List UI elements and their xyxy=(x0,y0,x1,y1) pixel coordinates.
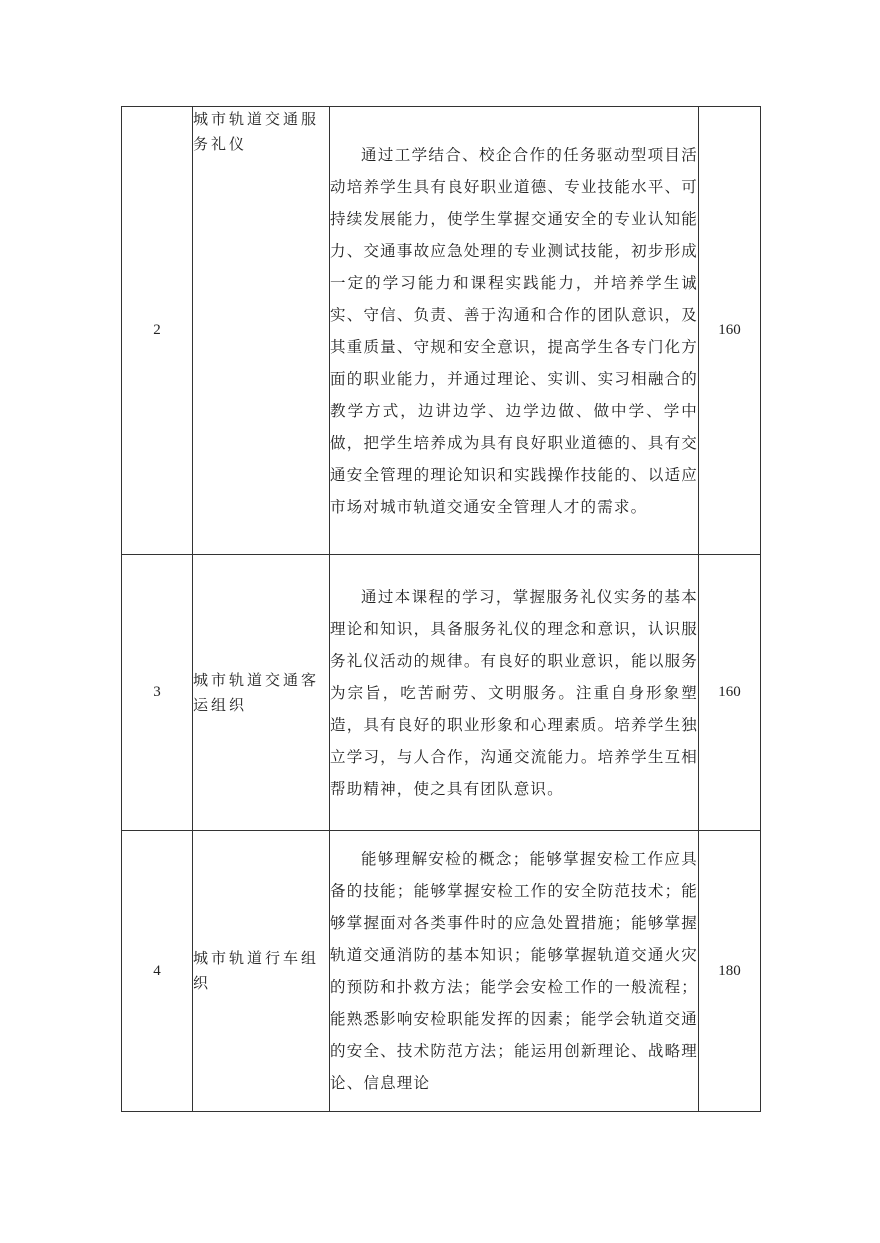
course-description xyxy=(330,555,699,831)
course-description-text: 通过本课程的学习，掌握服务礼仪实务的基本理论和知识，具备服务礼仪的理念和意识，认识服务礼仪活动的规律。有良好的职业意识，能以服务为宗旨，吃苦耐劳、文明服务。注重自身形象塑造，具有良好的职业形象和心理素质。培养学生独立学习，与人合作，沟通交流能力。培养学生互相帮助精神，使之具有团队意识。 xyxy=(330,587,698,798)
course-name: 城市轨道交通服务礼仪 xyxy=(193,107,330,555)
course-number: 4 xyxy=(122,831,193,1112)
course-name: 城市轨道行车组织 xyxy=(193,831,330,1112)
course-description-text: 通过工学结合、校企合作的任务驱动型项目活动培养学生具有良好职业道德、专业技能水平、可持续发展能力，使学生掌握交通安全的专业认知能力、交通事故应急处理的专业测试技能，初步形成一定的学习能力和课程实践能力，并培养学生诚实、守信、负责、善于沟通和合作的团队意识，及其重质量、守规和安全意识，提高学生各专门化方面的职业能力，并通过理论、实训、实习相融合的教学方式，边讲边学、边学边做、做中学、学中做，把学生培养成为具有良好职业道德的、具有交通安全管理的理论知识和实践操作技能的、以适应市场对城市轨道交通安全管理人才的需求。 xyxy=(330,145,698,516)
course-hours: 160 xyxy=(699,555,761,831)
table-row xyxy=(122,831,761,1112)
course-description-text: 能够理解安检的概念；能够掌握安检工作应具备的技能；能够掌握安检工作的安全防范技术；能够掌握面对各类事件时的应急处置措施；能够掌握轨道交通消防的基本知识；能够掌握轨道交通火灾的预防和扑救方法；能学会安检工作的一般流程；能熟悉影响安检职能发挥的因素；能学会轨道交通的安全、技术防范方法；能运用创新理论、战略理论、信息理论 xyxy=(330,850,698,1092)
table-row xyxy=(122,555,761,831)
course-description xyxy=(330,831,699,1112)
course-number: 3 xyxy=(122,555,193,831)
course-hours: 180 xyxy=(699,831,761,1112)
course-table xyxy=(121,106,761,1112)
course-number: 2 xyxy=(122,107,193,555)
course-description xyxy=(330,107,699,555)
course-name: 城市轨道交通客运组织 xyxy=(193,555,330,831)
table-row xyxy=(122,107,761,555)
course-hours: 160 xyxy=(699,107,761,555)
